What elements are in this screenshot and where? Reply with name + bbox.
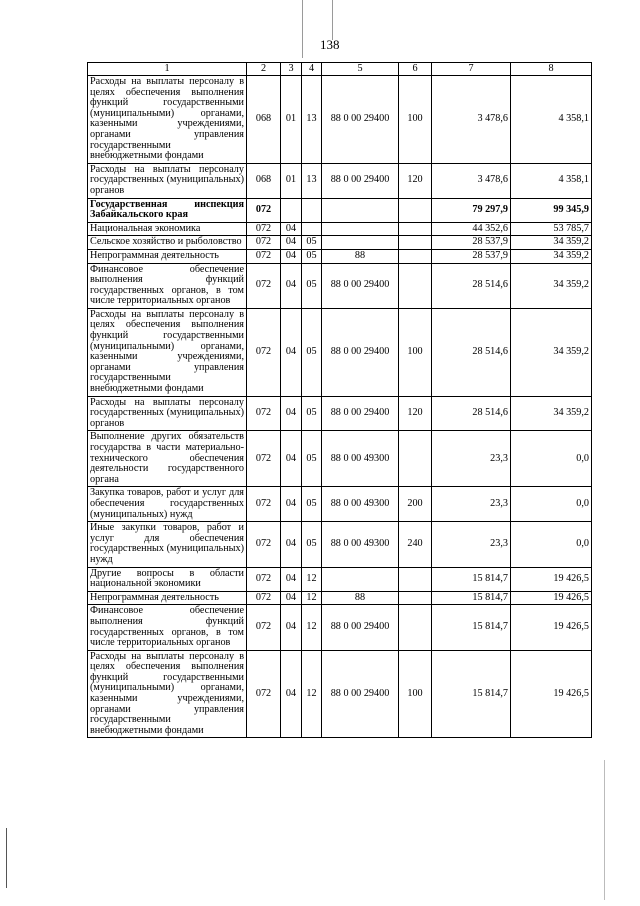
row-expense-type	[399, 222, 432, 236]
row-target-article	[322, 198, 399, 222]
row-target-article: 88	[322, 249, 399, 263]
page-number: 138	[320, 37, 340, 52]
row-section	[281, 198, 302, 222]
row-expense-type	[399, 263, 432, 308]
table-row	[88, 249, 592, 263]
row-code-admin: 072	[247, 650, 281, 738]
row-target-article: 88 0 00 49300	[322, 431, 399, 487]
table-row	[88, 263, 592, 308]
row-name: Иные закупки товаров, работ и услуг для обеспечения государственных (муниципальных) нужд	[88, 522, 247, 567]
row-section: 04	[281, 396, 302, 431]
row-amount-2022: 4 358,1	[511, 163, 592, 198]
row-code-admin: 072	[247, 249, 281, 263]
row-subsection: 05	[302, 308, 322, 396]
row-section: 04	[281, 249, 302, 263]
table-row	[88, 431, 592, 487]
row-target-article: 88 0 00 29400	[322, 396, 399, 431]
row-section: 04	[281, 431, 302, 487]
col-header-6: 6	[399, 63, 432, 76]
row-subsection: 13	[302, 76, 322, 164]
row-target-article: 88 0 00 29400	[322, 605, 399, 650]
row-amount-2022: 0,0	[511, 522, 592, 567]
row-name: Расходы на выплаты персоналу государственных (муниципальных) органов	[88, 396, 247, 431]
row-subsection: 05	[302, 487, 322, 522]
row-code-admin: 072	[247, 487, 281, 522]
row-amount-2021: 15 814,7	[432, 650, 511, 738]
col-header-7: 7	[432, 63, 511, 76]
col-header-2: 2	[247, 63, 281, 76]
row-section: 04	[281, 605, 302, 650]
row-target-article	[322, 236, 399, 250]
row-target-article: 88 0 00 29400	[322, 76, 399, 164]
row-amount-2021: 79 297,9	[432, 198, 511, 222]
table-row	[88, 591, 592, 605]
table-row	[88, 522, 592, 567]
row-section: 04	[281, 567, 302, 591]
row-target-article	[322, 222, 399, 236]
row-target-article: 88 0 00 29400	[322, 163, 399, 198]
row-section: 01	[281, 163, 302, 198]
row-amount-2021: 3 478,6	[432, 163, 511, 198]
row-section: 04	[281, 522, 302, 567]
row-subsection: 12	[302, 650, 322, 738]
table-row	[88, 605, 592, 650]
row-subsection: 05	[302, 522, 322, 567]
row-code-admin: 072	[247, 431, 281, 487]
row-expense-type	[399, 236, 432, 250]
row-amount-2022: 19 426,5	[511, 567, 592, 591]
row-name: Финансовое обеспечение выполнения функций государственных органов, в том числе территориальных органов	[88, 605, 247, 650]
row-section: 04	[281, 222, 302, 236]
row-name: Закупка товаров, работ и услуг для обеспечения государственных (муниципальных) нужд	[88, 487, 247, 522]
row-name: Расходы на выплаты персоналу в целях обеспечения выполнения функций государственными (муниципальными) органами, казенными учреждениями, органами управления государственными внебюджетными фондами	[88, 76, 247, 164]
row-amount-2022: 0,0	[511, 431, 592, 487]
row-name: Финансовое обеспечение выполнения функций государственных органов, в том числе территориальных органов	[88, 263, 247, 308]
row-expense-type: 200	[399, 487, 432, 522]
row-amount-2021: 28 514,6	[432, 396, 511, 431]
row-section: 04	[281, 308, 302, 396]
table-row	[88, 198, 592, 222]
row-subsection: 05	[302, 396, 322, 431]
row-section: 01	[281, 76, 302, 164]
row-amount-2021: 28 537,9	[432, 249, 511, 263]
row-amount-2021: 28 537,9	[432, 236, 511, 250]
table-row	[88, 236, 592, 250]
row-subsection: 12	[302, 605, 322, 650]
col-header-1: 1	[88, 63, 247, 76]
row-subsection: 05	[302, 431, 322, 487]
row-expense-type: 120	[399, 163, 432, 198]
row-amount-2021: 23,3	[432, 431, 511, 487]
row-section: 04	[281, 236, 302, 250]
table-row	[88, 163, 592, 198]
row-expense-type: 240	[399, 522, 432, 567]
row-expense-type	[399, 605, 432, 650]
row-subsection: 05	[302, 263, 322, 308]
row-subsection: 05	[302, 249, 322, 263]
row-name: Расходы на выплаты персоналу государственных (муниципальных) органов	[88, 163, 247, 198]
row-expense-type	[399, 249, 432, 263]
row-name: Расходы на выплаты персоналу в целях обеспечения выполнения функций государственными (муниципальными) органами, казенными учреждениями, органами управления государственными внебюджетными фондами	[88, 650, 247, 738]
col-header-5: 5	[322, 63, 399, 76]
row-amount-2021: 23,3	[432, 522, 511, 567]
row-expense-type: 100	[399, 650, 432, 738]
row-amount-2022: 34 359,2	[511, 263, 592, 308]
row-amount-2021: 15 814,7	[432, 591, 511, 605]
row-code-admin: 072	[247, 591, 281, 605]
row-code-admin: 068	[247, 76, 281, 164]
row-subsection	[302, 222, 322, 236]
row-code-admin: 072	[247, 567, 281, 591]
row-target-article	[322, 567, 399, 591]
row-amount-2022: 34 359,2	[511, 249, 592, 263]
row-amount-2022: 19 426,5	[511, 591, 592, 605]
row-expense-type: 120	[399, 396, 432, 431]
row-code-admin: 068	[247, 163, 281, 198]
row-expense-type	[399, 431, 432, 487]
row-expense-type	[399, 591, 432, 605]
row-name: Расходы на выплаты персоналу в целях обеспечения выполнения функций государственными (муниципальными) органами, казенными учреждениями, органами управления государственными внебюджетными фондами	[88, 308, 247, 396]
row-expense-type: 100	[399, 76, 432, 164]
row-amount-2021: 23,3	[432, 487, 511, 522]
row-code-admin: 072	[247, 396, 281, 431]
table-header-row	[88, 63, 592, 76]
row-amount-2021: 15 814,7	[432, 605, 511, 650]
row-subsection: 12	[302, 567, 322, 591]
table-row	[88, 487, 592, 522]
row-amount-2022: 34 359,2	[511, 396, 592, 431]
row-amount-2022: 34 359,2	[511, 236, 592, 250]
table-row	[88, 650, 592, 738]
table-row	[88, 76, 592, 164]
row-name: Сельское хозяйство и рыболовство	[88, 236, 247, 250]
row-amount-2022: 19 426,5	[511, 650, 592, 738]
table-row	[88, 396, 592, 431]
table-row	[88, 222, 592, 236]
row-name: Непрограммная деятельность	[88, 591, 247, 605]
row-section: 04	[281, 650, 302, 738]
row-amount-2021: 28 514,6	[432, 308, 511, 396]
row-code-admin: 072	[247, 308, 281, 396]
row-target-article: 88 0 00 29400	[322, 650, 399, 738]
row-name: Выполнение других обязательств государства в части материально-технического обеспечения деятельности государственного органа	[88, 431, 247, 487]
table-row	[88, 567, 592, 591]
row-section: 04	[281, 591, 302, 605]
row-amount-2021: 28 514,6	[432, 263, 511, 308]
col-header-3: 3	[281, 63, 302, 76]
row-target-article: 88 0 00 49300	[322, 487, 399, 522]
row-code-admin: 072	[247, 522, 281, 567]
row-expense-type	[399, 567, 432, 591]
row-target-article: 88 0 00 49300	[322, 522, 399, 567]
row-target-article: 88 0 00 29400	[322, 263, 399, 308]
row-expense-type	[399, 198, 432, 222]
row-target-article: 88 0 00 29400	[322, 308, 399, 396]
budget-table	[87, 62, 592, 738]
row-code-admin: 072	[247, 605, 281, 650]
row-subsection	[302, 198, 322, 222]
row-section: 04	[281, 487, 302, 522]
row-name: Государственная инспекция Забайкальского края	[88, 198, 247, 222]
col-header-8: 8	[511, 63, 592, 76]
row-amount-2022: 53 785,7	[511, 222, 592, 236]
row-expense-type: 100	[399, 308, 432, 396]
row-amount-2021: 3 478,6	[432, 76, 511, 164]
row-amount-2022: 0,0	[511, 487, 592, 522]
row-section: 04	[281, 263, 302, 308]
row-amount-2022: 34 359,2	[511, 308, 592, 396]
row-subsection: 13	[302, 163, 322, 198]
row-code-admin: 072	[247, 198, 281, 222]
row-code-admin: 072	[247, 236, 281, 250]
row-target-article: 88	[322, 591, 399, 605]
row-name: Национальная экономика	[88, 222, 247, 236]
table-row	[88, 308, 592, 396]
row-subsection: 05	[302, 236, 322, 250]
row-amount-2022: 4 358,1	[511, 76, 592, 164]
col-header-4: 4	[302, 63, 322, 76]
row-name: Другие вопросы в области национальной экономики	[88, 567, 247, 591]
row-name: Непрограммная деятельность	[88, 249, 247, 263]
row-amount-2022: 99 345,9	[511, 198, 592, 222]
row-code-admin: 072	[247, 222, 281, 236]
row-amount-2021: 15 814,7	[432, 567, 511, 591]
row-amount-2022: 19 426,5	[511, 605, 592, 650]
row-code-admin: 072	[247, 263, 281, 308]
row-amount-2021: 44 352,6	[432, 222, 511, 236]
row-subsection: 12	[302, 591, 322, 605]
